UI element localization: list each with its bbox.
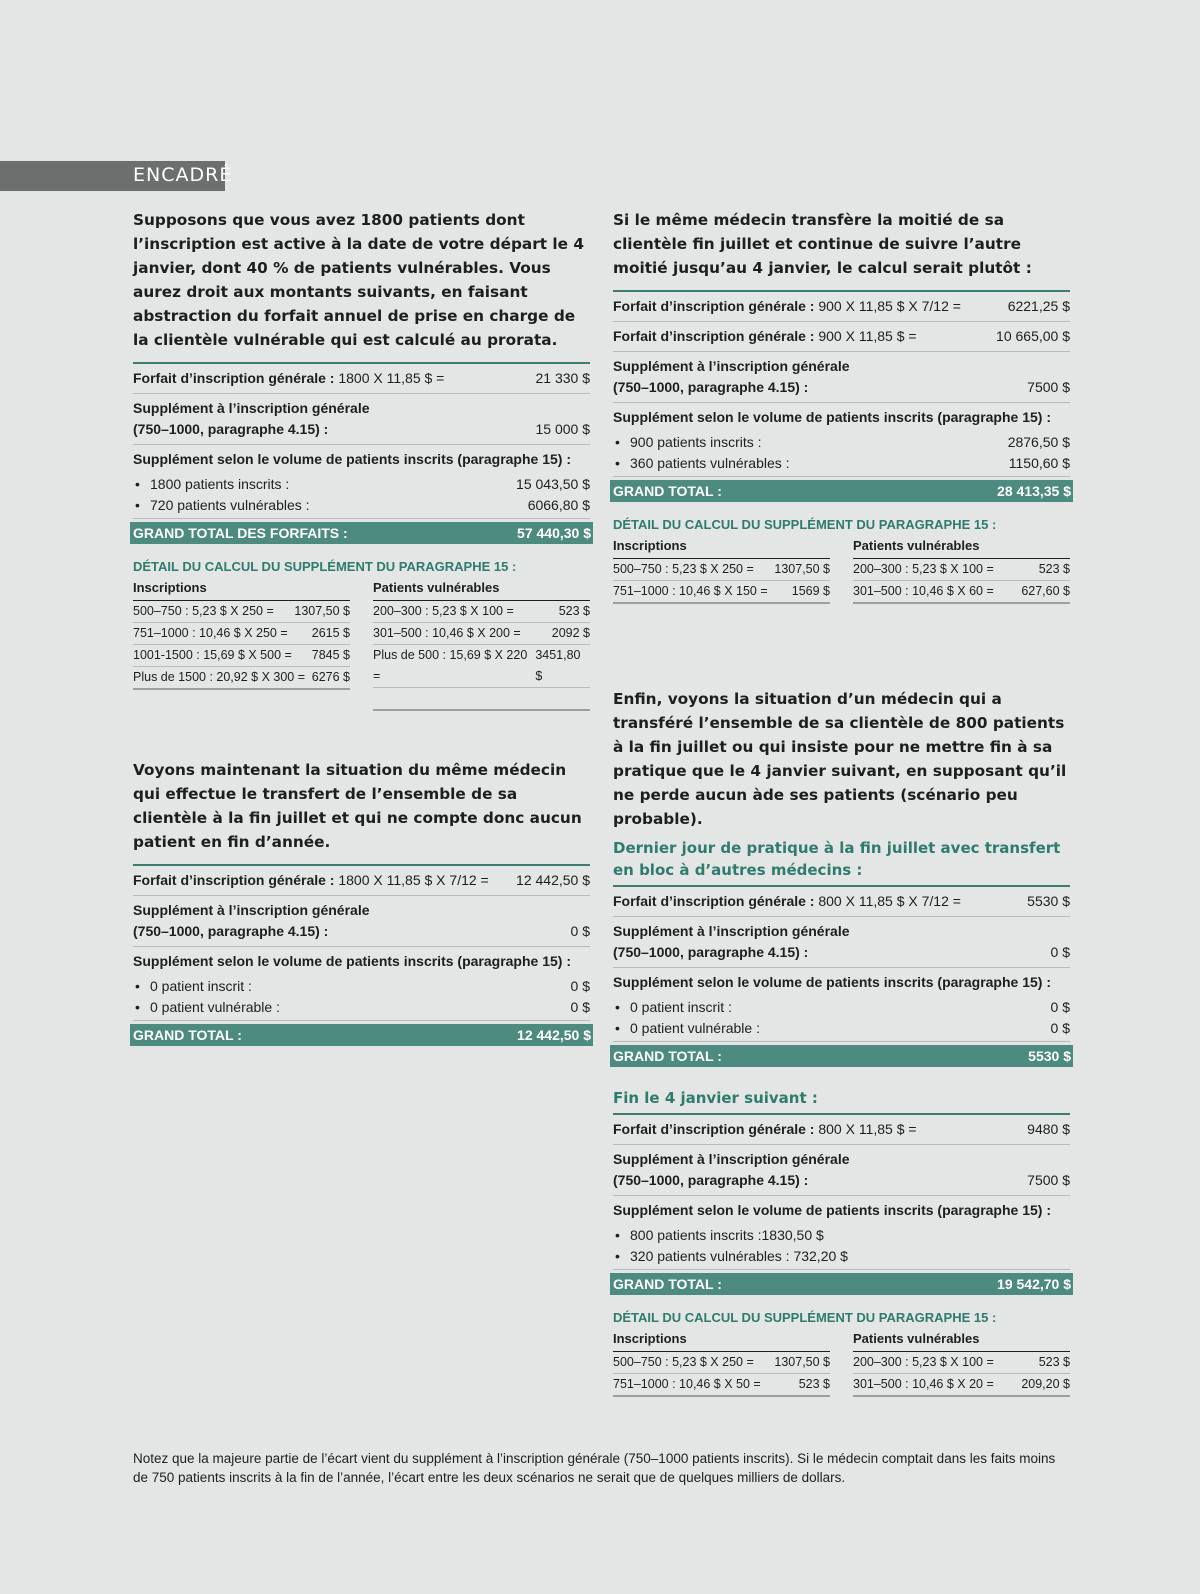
detail-line (613, 559, 830, 581)
supplement-label-line1: Supplément à l’inscription générale (613, 1151, 850, 1167)
supplement-amount: 7500 $ (1027, 1172, 1070, 1188)
grand-total-amount: 12 442,50 $ (517, 1027, 591, 1043)
forfait-calc: 900 X 11,85 $ X 7/12 = (818, 298, 961, 314)
supplement-label-line2: (750–1000, paragraphe 4.15) : (133, 923, 329, 939)
inscriptions-heading: Inscriptions (133, 578, 350, 601)
detail-calc: 751–1000 : 10,46 $ X 150 = (613, 584, 768, 598)
forfait-label: Forfait d’inscription générale : (613, 328, 815, 344)
forfait-calc: 800 X 11,85 $ = (818, 1121, 917, 1137)
detail-line (373, 645, 590, 688)
detail-line (853, 1374, 1070, 1397)
detail-amount: 6276 $ (311, 670, 350, 684)
detail-amount: 1307,50 $ (774, 562, 830, 576)
detail-calc: 500–750 : 5,23 $ X 250 = (133, 604, 274, 618)
supplement-label-line2: (750–1000, paragraphe 4.15) : (613, 944, 809, 960)
detail-line (853, 581, 1070, 604)
vulnerables-heading: Patients vulnérables (853, 536, 1070, 559)
grand-total-label: GRAND TOTAL DES FORFAITS : (133, 525, 348, 541)
grand-total-label: GRAND TOTAL : (613, 483, 722, 499)
detail-amount: 1307,50 $ (294, 604, 350, 618)
grand-total-amount: 28 413,35 $ (997, 483, 1071, 499)
bullet-label: • 720 patients vulnérables : (133, 495, 310, 516)
detail-amount: 523 $ (558, 604, 590, 618)
bullet-item (613, 1246, 1070, 1267)
detail-line (133, 645, 350, 667)
section-intro: Si le même médecin transfère la moitié de sa clientèle fin juillet et continue de suivre l’autre moitié jusqu’au 4 janvier, le calcul serait plutôt : (613, 211, 1032, 277)
supplement-label-line1: Supplément à l’inscription générale (133, 902, 370, 918)
volume-block (133, 445, 590, 519)
detail-amount: 523 $ (1038, 562, 1070, 576)
volume-block (613, 968, 1070, 1042)
detail-calc: 500–750 : 5,23 $ X 250 = (613, 1355, 754, 1369)
forfait-label: Forfait d’inscription générale : (133, 370, 335, 386)
supplement-row (613, 917, 1070, 968)
detail-calc: 301–500 : 10,46 $ X 200 = (373, 626, 521, 640)
bullet-label: • 800 patients inscrits : (613, 1225, 762, 1246)
inscriptions-column (613, 1329, 830, 1397)
forfait-amount: 12 442,50 $ (516, 872, 590, 888)
bullet-item (613, 1225, 1070, 1246)
inscriptions-heading: Inscriptions (613, 536, 830, 559)
forfait-calc: 800 X 11,85 $ X 7/12 = (818, 893, 961, 909)
detail-line (613, 1374, 830, 1397)
bullet-label: • 1800 patients inscrits : (133, 474, 289, 495)
grand-total-label: GRAND TOTAL : (613, 1276, 722, 1292)
supplement-amount: 7500 $ (1027, 379, 1070, 395)
detail-amount: 3451,80 $ (535, 648, 581, 683)
bullet-item (613, 453, 1070, 474)
calc-block (133, 864, 590, 1046)
supplement-row (133, 896, 590, 947)
forfait-row (613, 292, 1070, 322)
detail-line (853, 559, 1070, 581)
volume-block (613, 403, 1070, 477)
detail-amount: 1569 $ (791, 584, 830, 598)
volume-block (613, 1196, 1070, 1270)
bullet-item (613, 432, 1070, 453)
detail-title: DÉTAIL DU CALCUL DU SUPPLÉMENT DU PARAGRAPHE 15 : (613, 517, 997, 532)
forfait-calc: 900 X 11,85 $ = (818, 328, 917, 344)
supplement-row (613, 352, 1070, 403)
bullet-item (613, 1018, 1070, 1039)
scenario-active-section (133, 208, 590, 711)
section-intro: Voyons maintenant la situation du même médecin qui effectue le transfert de l’ensemble de sa clientèle à la fin juillet et qui ne compte donc aucun patient en fin d’année. (133, 761, 582, 851)
detail-calc: 200–300 : 5,23 $ X 100 = (853, 562, 994, 576)
forfait-amount: 21 330 $ (535, 370, 590, 386)
detail-calc: Plus de 1500 : 20,92 $ X 300 = (133, 670, 306, 684)
inscriptions-column (613, 536, 830, 604)
grand-total-bar (130, 522, 593, 544)
supplement-label-line1: Supplément à l’inscription générale (613, 358, 850, 374)
detail-title: DÉTAIL DU CALCUL DU SUPPLÉMENT DU PARAGRAPHE 15 : (613, 1310, 997, 1325)
volume-label: Supplément selon le volume de patients inscrits (paragraphe 15) : (133, 451, 571, 467)
section-intro: Enfin, voyons la situation d’un médecin qui a transféré l’ensemble de sa clientèle de 800 patients à la fin juillet ou qui insiste pour ne mettre fin à sa pratique que le 4 janvier suivant, en supposant qu’il ne perde aucun àde ses patients (scénario peu probable). (613, 690, 1067, 828)
encadre-label: ENCADRÉ (0, 161, 225, 191)
detail-block (613, 516, 1070, 604)
detail-line (133, 667, 350, 690)
forfait-label: Forfait d’inscription générale : (133, 872, 335, 888)
detail-block (133, 558, 590, 711)
supplement-row (133, 394, 590, 445)
detail-amount: 2092 $ (551, 626, 590, 640)
calc-block (133, 362, 590, 544)
bullet-label: • 0 patient vulnérable : (133, 997, 280, 1018)
inscriptions-column (133, 578, 350, 711)
footnote: Notez que la majeure partie de l’écart vient du supplément à l’inscription générale (750–1000 patients inscrits). Si le médecin comptait dans les faits moins de 750 patients inscrits à la fin de l’année, l’écart entre les deux scénarios ne serait que de quelques milliers de dollars. (133, 1451, 1056, 1485)
detail-amount: 627,60 $ (1021, 584, 1070, 598)
volume-label: Supplément selon le volume de patients inscrits (paragraphe 15) : (133, 953, 571, 969)
bullet-label: • 360 patients vulnérables : (613, 453, 790, 474)
detail-title: DÉTAIL DU CALCUL DU SUPPLÉMENT DU PARAGRAPHE 15 : (133, 559, 517, 574)
detail-line (133, 601, 350, 623)
detail-calc: 301–500 : 10,46 $ X 60 = (853, 584, 994, 598)
detail-calc: 751–1000 : 10,46 $ X 50 = (613, 1377, 761, 1391)
bullet-amount: 6066,80 $ (527, 497, 590, 513)
detail-calc: Plus de 500 : 15,69 $ X 220 = (373, 648, 528, 683)
bullet-item (133, 474, 590, 495)
detail-line-empty (373, 688, 590, 711)
volume-label: Supplément selon le volume de patients inscrits (paragraphe 15) : (613, 409, 1051, 425)
scenario-800-patients-section (613, 687, 1070, 1397)
supplement-row (613, 1145, 1070, 1196)
grand-total-label: GRAND TOTAL : (613, 1048, 722, 1064)
detail-calc: 301–500 : 10,46 $ X 20 = (853, 1377, 994, 1391)
bullet-label: • 0 patient inscrit : (613, 997, 732, 1018)
bullet-amount: 0 $ (1050, 1020, 1070, 1036)
bullet-item (133, 997, 590, 1018)
detail-line (373, 623, 590, 645)
detail-amount: 1307,50 $ (774, 1355, 830, 1369)
subheading-end-july: Dernier jour de pratique à la fin juillet avec transfert en bloc à d’autres médecins : (613, 839, 1061, 879)
forfait-row (133, 866, 590, 896)
forfait-amount: 9480 $ (1027, 1121, 1070, 1137)
supplement-label-line2: (750–1000, paragraphe 4.15) : (613, 1172, 809, 1188)
bullet-amount: 0 $ (1050, 999, 1070, 1015)
bullet-amount: 0 $ (570, 978, 590, 994)
detail-calc: 1001-1500 : 15,69 $ X 500 = (133, 648, 292, 662)
grand-total-bar (610, 1045, 1073, 1067)
detail-calc: 751–1000 : 10,46 $ X 250 = (133, 626, 288, 640)
detail-amount: 2615 $ (311, 626, 350, 640)
bullet-item (133, 976, 590, 997)
calc-block (613, 1113, 1070, 1295)
detail-amount: 7845 $ (311, 648, 350, 662)
supplement-label-line1: Supplément à l’inscription générale (613, 923, 850, 939)
detail-amount: 209,20 $ (1021, 1377, 1070, 1391)
detail-calc: 200–300 : 5,23 $ X 100 = (853, 1355, 994, 1369)
forfait-amount: 6221,25 $ (1007, 298, 1070, 314)
detail-calc: 200–300 : 5,23 $ X 100 = (373, 604, 514, 618)
detail-line (853, 1352, 1070, 1374)
forfait-row (613, 322, 1070, 352)
detail-block (613, 1309, 1070, 1397)
supplement-label-line1: Supplément à l’inscription générale (133, 400, 370, 416)
bullet-label: • 0 patient inscrit : (133, 976, 252, 997)
detail-amount: 523 $ (1038, 1355, 1070, 1369)
calc-block (613, 885, 1070, 1067)
forfait-calc: 1800 X 11,85 $ X 7/12 = (338, 872, 489, 888)
bullet-label: • 0 patient vulnérable : (613, 1018, 760, 1039)
subheading-january: Fin le 4 janvier suivant : (613, 1089, 818, 1107)
detail-line (133, 623, 350, 645)
detail-calc: 500–750 : 5,23 $ X 250 = (613, 562, 754, 576)
bullet-amount: 732,20 $ (793, 1248, 848, 1264)
volume-label: Supplément selon le volume de patients inscrits (paragraphe 15) : (613, 974, 1051, 990)
vulnerables-heading: Patients vulnérables (853, 1329, 1070, 1352)
bullet-amount: 15 043,50 $ (516, 476, 590, 492)
supplement-label-line2: (750–1000, paragraphe 4.15) : (613, 379, 809, 395)
section-intro: Supposons que vous avez 1800 patients dont l’inscription est active à la date de votre départ le 4 janvier, dont 40 % de patients vulnérables. Vous aurez droit aux montants suivants, en faisant abstraction du forfait annuel de prise en charge de la clientèle vulnérable qui est calculé au prorata. (133, 211, 584, 349)
vulnerables-column (373, 578, 590, 711)
bullet-amount: 1830,50 $ (761, 1227, 824, 1243)
forfait-calc: 1800 X 11,85 $ = (338, 370, 445, 386)
grand-total-label: GRAND TOTAL : (133, 1027, 242, 1043)
forfait-label: Forfait d’inscription générale : (613, 893, 815, 909)
volume-block (133, 947, 590, 1021)
forfait-amount: 5530 $ (1027, 893, 1070, 909)
bullet-item (133, 495, 590, 516)
bullet-item (613, 997, 1070, 1018)
bullet-label: • 900 patients inscrits : (613, 432, 762, 453)
bullet-amount: 0 $ (570, 999, 590, 1015)
bullet-amount: 2876,50 $ (1007, 434, 1070, 450)
supplement-amount: 0 $ (1050, 944, 1070, 960)
detail-line (613, 581, 830, 604)
grand-total-bar (130, 1024, 593, 1046)
inscriptions-heading: Inscriptions (613, 1329, 830, 1352)
grand-total-amount: 19 542,70 $ (997, 1276, 1071, 1292)
bullet-amount: 1150,60 $ (1008, 455, 1070, 471)
forfait-row (613, 887, 1070, 917)
vulnerables-column (853, 1329, 1070, 1397)
detail-line (373, 601, 590, 623)
scenario-full-transfer-section (133, 758, 590, 1046)
vulnerables-column (853, 536, 1070, 604)
detail-amount: 523 $ (798, 1377, 830, 1391)
grand-total-bar (610, 1273, 1073, 1295)
grand-total-amount: 5530 $ (1028, 1048, 1071, 1064)
forfait-label: Forfait d’inscription générale : (613, 1121, 815, 1137)
grand-total-amount: 57 440,30 $ (517, 525, 591, 541)
bullet-label: • 320 patients vulnérables : (613, 1246, 790, 1267)
detail-line (613, 1352, 830, 1374)
scenario-half-transfer-section (613, 208, 1070, 604)
supplement-label-line2: (750–1000, paragraphe 4.15) : (133, 421, 329, 437)
supplement-amount: 15 000 $ (535, 421, 590, 437)
grand-total-bar (610, 480, 1073, 502)
supplement-amount: 0 $ (570, 923, 590, 939)
vulnerables-heading: Patients vulnérables (373, 578, 590, 601)
forfait-amount: 10 665,00 $ (996, 328, 1070, 344)
calc-block (613, 290, 1070, 502)
forfait-row (133, 364, 590, 394)
volume-label: Supplément selon le volume de patients inscrits (paragraphe 15) : (613, 1202, 1051, 1218)
forfait-row (613, 1115, 1070, 1145)
forfait-label: Forfait d’inscription générale : (613, 298, 815, 314)
